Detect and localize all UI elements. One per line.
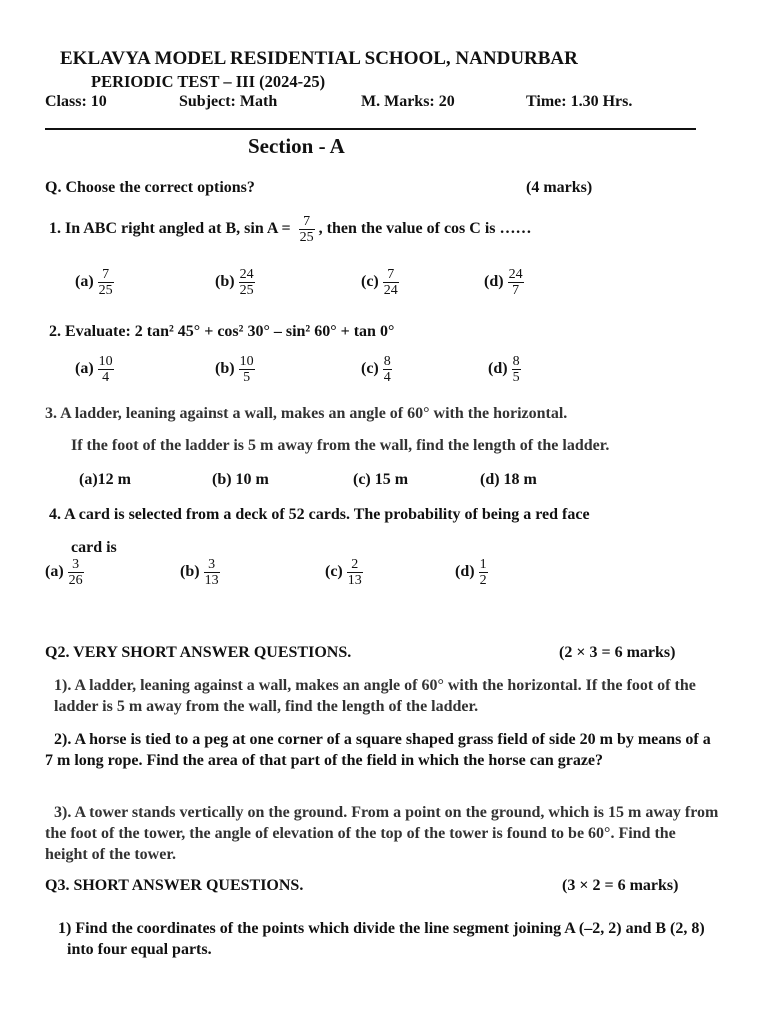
mcq-2-option-c: (c) $\frac{8}{4}$ (361, 354, 391, 385)
q2-item-3: 3). A tower stands vertically on the ground. From a point on the ground, which is 15 m away from the foot of the tower, the angle of elevation of the top of the tower is found to be 60°. Find the height of the tower. (45, 804, 719, 863)
mcq-1-option-d: (d) $\frac{24}{7}$ (484, 267, 523, 298)
q2-item-1: 1). A ladder, leaning against a wall, makes an angle of 60° with the horizontal. If the foot of the ladder is 5 m away from the wall, find the length of the ladder. (54, 677, 696, 715)
q2-marks: (2 × 3 = 6 marks) (559, 644, 676, 661)
header-divider (45, 128, 696, 130)
test-title: PERIODIC TEST – III (2024-25) (91, 72, 326, 91)
class-label: Class: 10 (45, 93, 107, 110)
mcq-4-option-c: (c) $\frac{2}{13}$ (325, 557, 362, 588)
mcq-3-option-d: (d) 18 m (480, 471, 537, 488)
section-title: Section - A (248, 134, 345, 158)
q3-marks: (3 × 2 = 6 marks) (562, 877, 679, 894)
mcq-3-question-line2: If the foot of the ladder is 5 m away from the wall, find the length of the ladder. (71, 437, 610, 454)
mcq-3-question-line1: 3. A ladder, leaning against a wall, makes an angle of 60° with the horizontal. (45, 405, 568, 422)
mcq-1-fraction: $\frac{7}{25}$ (299, 214, 314, 245)
mcq-4-question-line2: card is (71, 539, 117, 556)
mcq-4-option-a: (a) $\frac{3}{26}$ (45, 557, 83, 588)
q2-heading: Q2. VERY SHORT ANSWER QUESTIONS. (45, 644, 352, 661)
q1-heading: Q. Choose the correct options? (45, 179, 255, 196)
mcq-2-option-b: (b) $\frac{10}{5}$ (215, 354, 254, 385)
mcq-1-question (49, 214, 532, 245)
subject-label: Subject: Math (179, 93, 278, 110)
mcq-4-question-line1: 4. A card is selected from a deck of 52 cards. The probability of being a red face (49, 506, 590, 523)
mcq-3-option-c: (c) 15 m (353, 471, 409, 488)
max-marks-label: M. Marks: 20 (361, 93, 455, 110)
mcq-1-text-before: 1. In ABC right angled at B, sin A = (49, 220, 291, 238)
q3-heading: Q3. SHORT ANSWER QUESTIONS. (45, 877, 304, 894)
mcq-3-option-a: (a)12 m (79, 471, 131, 488)
mcq-2-option-a: (a) $\frac{10}{4}$ (75, 354, 113, 385)
mcq-1-option-c: (c) $\frac{7}{24}$ (361, 267, 398, 298)
q3-item-1: 1) Find the coordinates of the points which divide the line segment joining A (–2, 2) and B (2, 8) into four equal parts. (58, 920, 705, 958)
q1-marks: (4 marks) (526, 179, 593, 196)
school-name: EKLAVYA MODEL RESIDENTIAL SCHOOL, NANDURBAR (60, 48, 578, 69)
mcq-2-question: 2. Evaluate: 2 tan² 45° + cos² 30° – sin² 60° + tan 0° (49, 323, 395, 340)
mcq-4-option-d: (d) $\frac{1}{2}$ (455, 557, 487, 588)
mcq-4-option-b: (b) $\frac{3}{13}$ (180, 557, 219, 588)
mcq-1-text-after: , then the value of cos C is …… (318, 220, 532, 238)
mcq-3-option-b: (b) 10 m (212, 471, 269, 488)
q2-item-2: 2). A horse is tied to a peg at one corner of a square shaped grass field of side 20 m by means of a 7 m long rope. Find the area of that part of the field in which the horse can graze? (45, 731, 711, 769)
mcq-2-option-d: (d) $\frac{8}{5}$ (488, 354, 520, 385)
mcq-1-option-a: (a) $\frac{7}{25}$ (75, 267, 113, 298)
time-label: Time: 1.30 Hrs. (526, 93, 633, 110)
mcq-1-option-b: (b) $\frac{24}{25}$ (215, 267, 254, 298)
